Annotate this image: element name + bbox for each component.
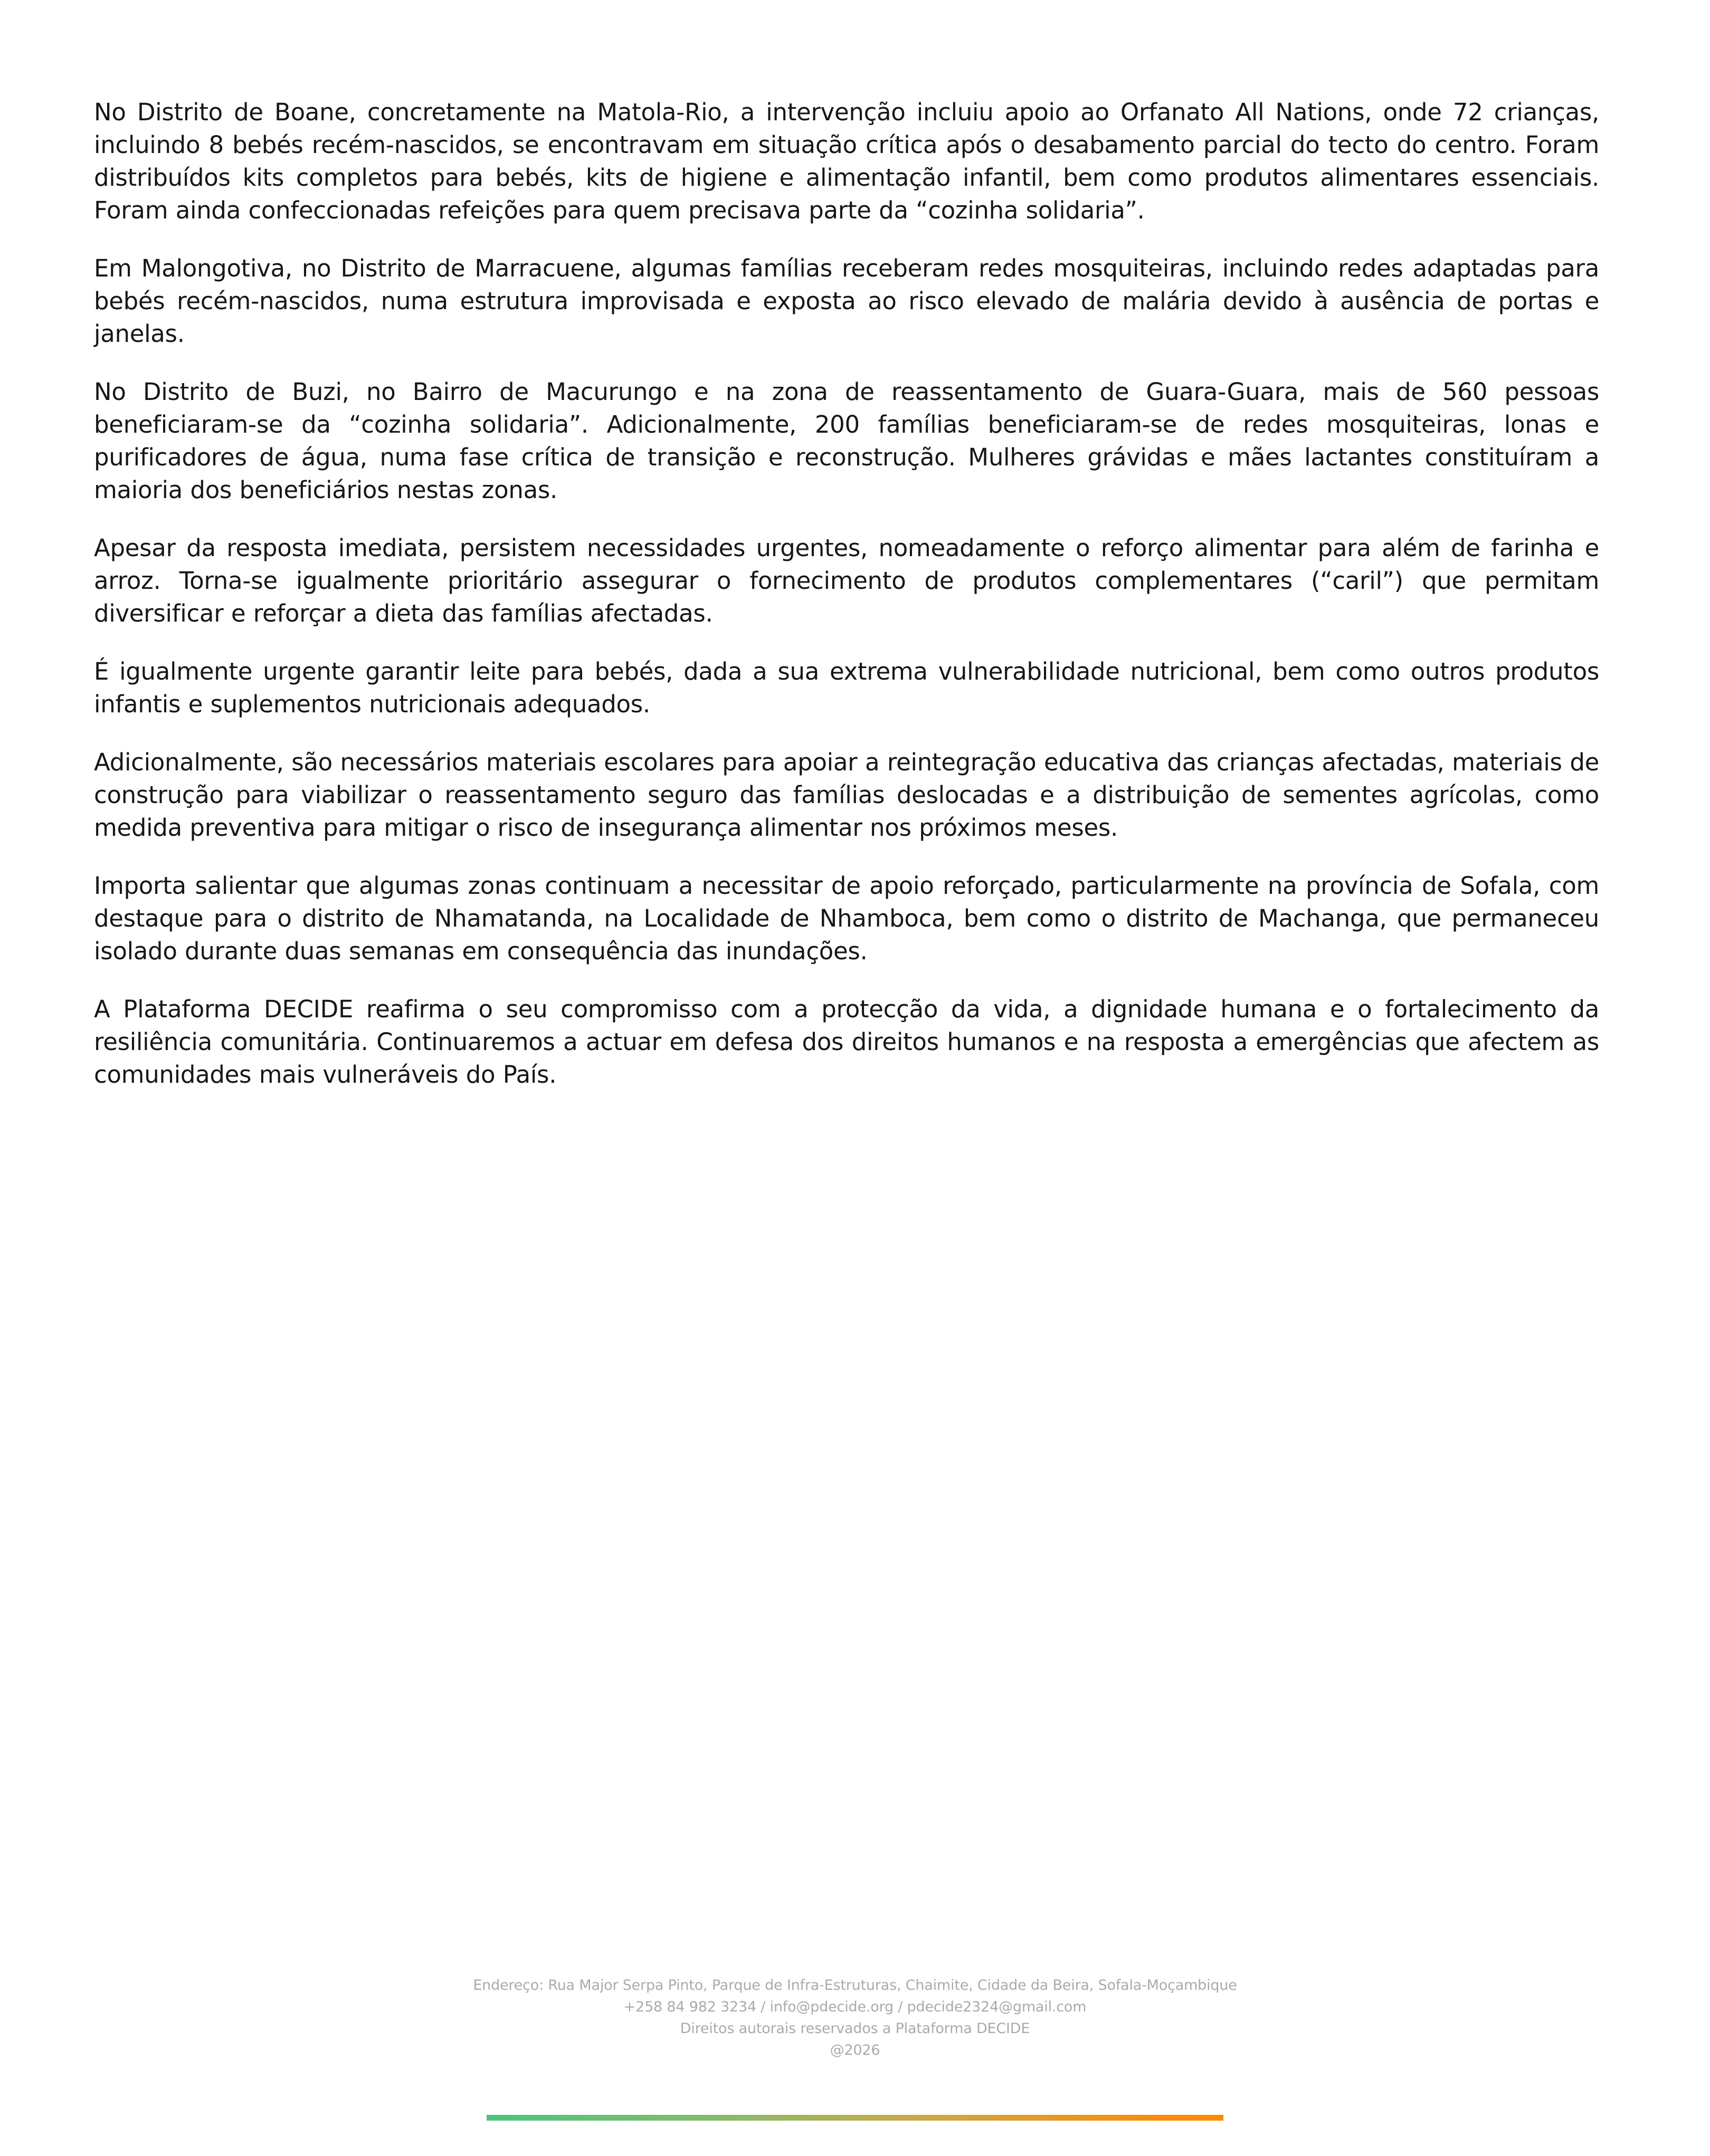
paragraph-compromisso: A Plataforma DECIDE reafirma o seu compromisso com a protecção da vida, a dignidade humana e o fortalecimento da resiliência comunitária. Continuaremos a actuar em defesa dos direitos humanos e na resposta a emergências que afectem as comunidades mais vulneráveis do País.: [94, 995, 1599, 1089]
footer-rule-container: [0, 2115, 1710, 2125]
footer-address: Endereço: Rua Major Serpa Pinto, Parque de Infra-Estruturas, Chaimite, Cidade da Beira, Sofala-Moçambique: [473, 1977, 1237, 1993]
footer-year: @2026: [830, 2042, 880, 2058]
paragraph-sofala: Importa salientar que algumas zonas continuam a necessitar de apoio reforçado, particularmente na província de Sofala, com destaque para o distrito de Nhamatanda, na Localidade de Nhamboca, bem como o distrito de Machanga, que permaneceu isolado durante duas semanas em consequência das inundações.: [94, 872, 1599, 965]
paragraph-buzi: No Distrito de Buzi, no Bairro de Macurungo e na zona de reassentamento de Guara-Guara, mais de 560 pessoas beneficiaram-se da “cozinha solidaria”. Adicionalmente, 200 famílias beneficiaram-se de redes mosquiteiras, lonas e purificadores de água, numa fase crítica de transição e reconstrução. Mulheres grávidas e mães lactantes constituíram a maioria dos beneficiários nestas zonas.: [94, 378, 1599, 504]
gradient-divider: [487, 2115, 1223, 2121]
paragraph-necessidades: Apesar da resposta imediata, persistem necessidades urgentes, nomeadamente o reforço alimentar para além de farinha e arroz. Torna-se igualmente prioritário assegurar o fornecimento de produtos complementares (“caril”) que permitam diversificar e reforçar a dieta das famílias afectadas.: [94, 534, 1599, 627]
paragraph-leite: É igualmente urgente garantir leite para bebés, dada a sua extrema vulnerabilidade nutricional, bem como outros produtos infantis e suplementos nutricionais adequados.: [94, 657, 1599, 718]
footer-contacts: +258 84 982 3234 / info@pdecide.org / pdecide2324@gmail.com: [623, 1999, 1087, 2015]
paragraph-malongotiva: Em Malongotiva, no Distrito de Marracuene, algumas famílias receberam redes mosquiteiras, incluindo redes adaptadas para bebés recém-nascidos, numa estrutura improvisada e exposta ao risco elevado de malária devido à ausência de portas e janelas.: [94, 254, 1599, 348]
footer-copyright: Direitos autorais reservados a Plataforma DECIDE: [680, 2020, 1030, 2037]
paragraph-boane: No Distrito de Boane, concretamente na Matola-Rio, a intervenção incluiu apoio ao Orfanato All Nations, onde 72 crianças, incluindo 8 bebés recém-nascidos, se encontravam em situação crítica após o desabamento parcial do tecto do centro. Foram distribuídos kits completos para bebés, kits de higiene e alimentação infantil, bem como produtos alimentares essenciais. Foram ainda confeccionadas refeições para quem precisava parte da “cozinha solidaria”.: [94, 98, 1599, 224]
page-footer: [0, 1974, 1710, 2061]
paragraph-materiais: Adicionalmente, são necessários materiais escolares para apoiar a reintegração educativa das crianças afectadas, materiais de construção para viabilizar o reassentamento seguro das famílias deslocadas e a distribuição de sementes agrícolas, como medida preventiva para mitigar o risco de insegurança alimentar nos próximos meses.: [94, 748, 1599, 842]
document-body: [94, 96, 1599, 1091]
